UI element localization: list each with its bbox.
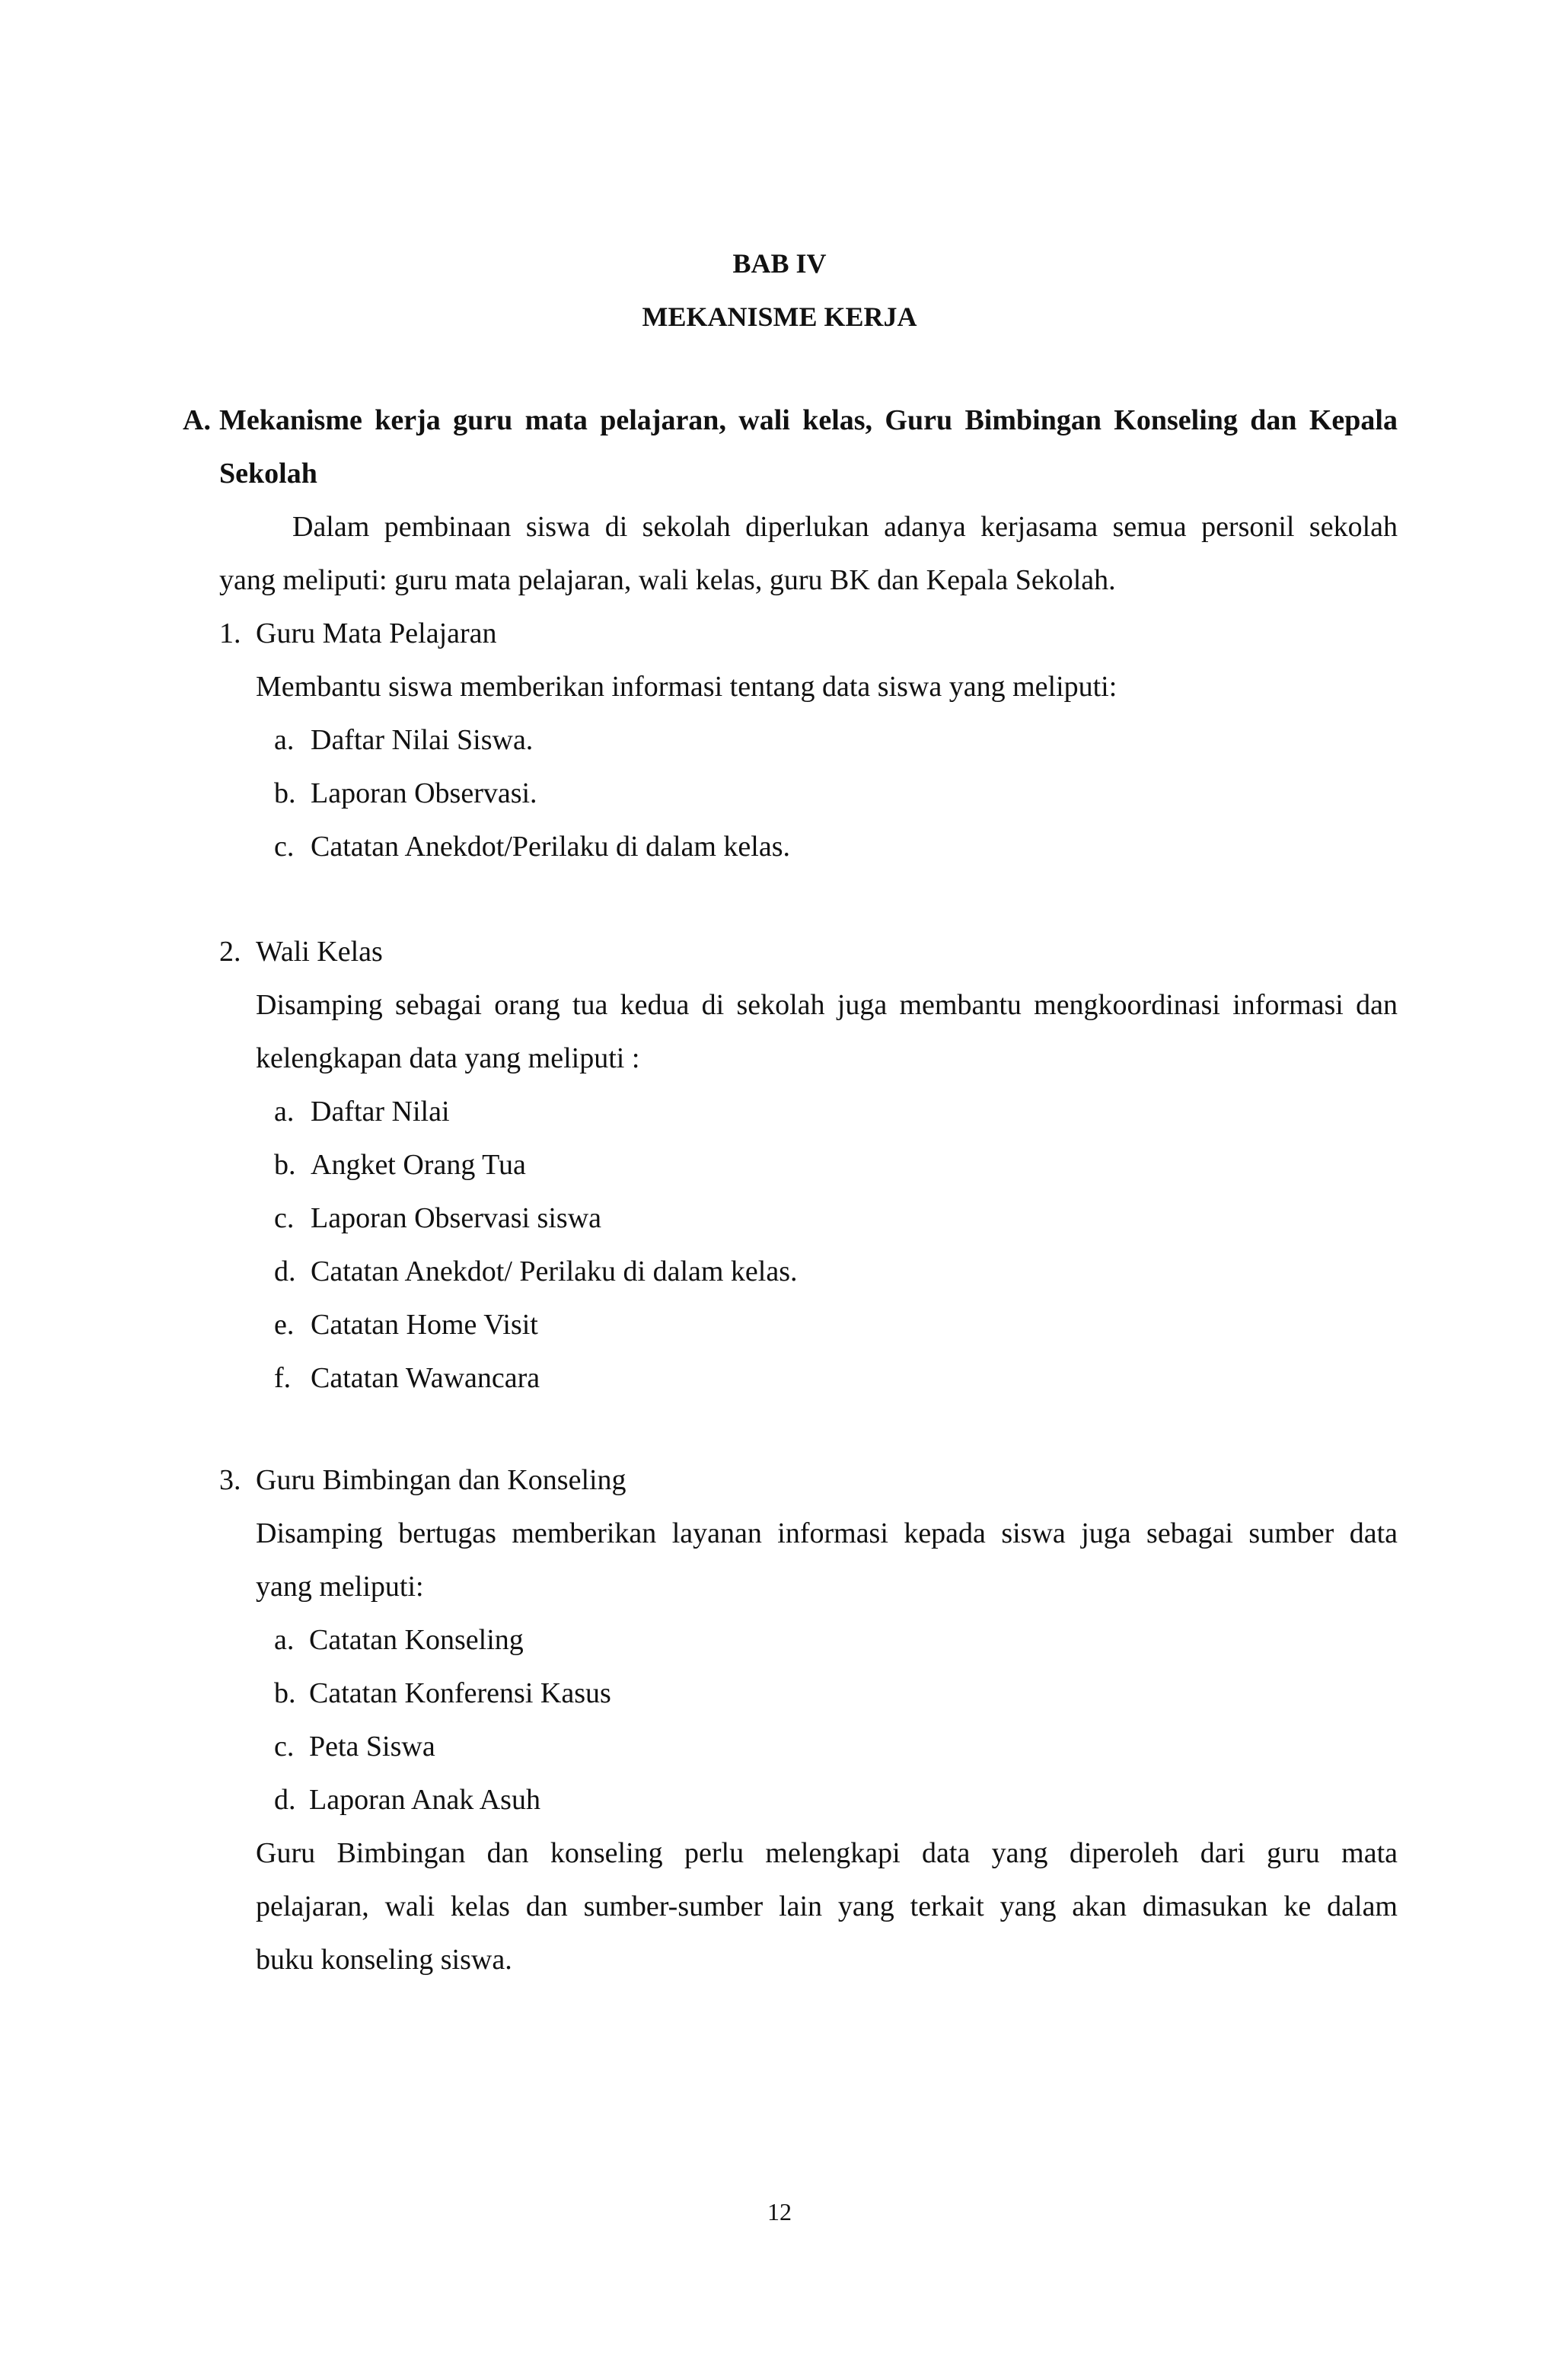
page-number: 12 xyxy=(767,2198,792,2225)
subitem-text: Peta Siswa xyxy=(309,1731,435,1763)
item-number: 3. xyxy=(219,1464,241,1496)
subitem-text: Catatan Anekdot/Perilaku di dalam kelas. xyxy=(311,831,791,863)
subitem-text: Angket Orang Tua xyxy=(311,1149,526,1181)
subitem-letter: a. xyxy=(274,1624,295,1656)
intro-line-1: Dalam pembinaan siswa di sekolah diperlukan adanya kerjasama semua personil sekolah xyxy=(292,511,1398,543)
item-number: 2. xyxy=(219,936,241,968)
subitem-text: Catatan Wawancara xyxy=(311,1362,540,1394)
subitem-text: Catatan Home Visit xyxy=(311,1309,538,1341)
item-title: Guru Bimbingan dan Konseling xyxy=(256,1464,626,1496)
item-title: Wali Kelas xyxy=(256,936,383,968)
subitem-letter: f. xyxy=(274,1362,292,1394)
section-title-line-1: Mekanisme kerja guru mata pelajaran, wali kelas, Guru Bimbingan Konseling dan Kepala xyxy=(219,404,1398,436)
subitem-letter: c. xyxy=(274,1202,295,1234)
chapter-label: BAB IV xyxy=(732,248,827,279)
subitem-letter: b. xyxy=(274,1149,296,1181)
closing-paragraph-line: pelajaran, wali kelas dan sumber-sumber lain yang terkait yang akan dimasukan ke dalam xyxy=(256,1890,1398,1922)
subitem-letter: d. xyxy=(274,1784,296,1816)
closing-paragraph-line: buku konseling siswa. xyxy=(256,1944,512,1976)
subitem-letter: e. xyxy=(274,1309,295,1341)
subitem-text: Daftar Nilai xyxy=(311,1096,450,1128)
subitem-letter: c. xyxy=(274,831,295,863)
subitem-text: Daftar Nilai Siswa. xyxy=(311,724,534,756)
subitem-text: Laporan Anak Asuh xyxy=(309,1784,540,1816)
subitem-letter: d. xyxy=(274,1255,296,1287)
item-description-line: yang meliputi: xyxy=(256,1571,424,1603)
subitem-text: Catatan Anekdot/ Perilaku di dalam kelas. xyxy=(311,1255,798,1287)
item-description-line: Membantu siswa memberikan informasi tentang data siswa yang meliputi: xyxy=(256,671,1117,703)
subitem-letter: a. xyxy=(274,724,295,756)
subitem-text: Catatan Konseling xyxy=(309,1624,524,1656)
subitem-text: Laporan Observasi. xyxy=(311,777,537,809)
subitem-letter: b. xyxy=(274,1677,296,1709)
subitem-letter: c. xyxy=(274,1731,295,1763)
item-number: 1. xyxy=(219,617,241,649)
item-title: Guru Mata Pelajaran xyxy=(256,617,497,649)
chapter-title: MEKANISME KERJA xyxy=(642,301,917,332)
closing-paragraph-line: Guru Bimbingan dan konseling perlu melengkapi data yang diperoleh dari guru mata xyxy=(256,1837,1398,1869)
item-description-line: kelengkapan data yang meliputi : xyxy=(256,1042,640,1074)
section-marker: A. xyxy=(183,404,211,436)
item-description-line: Disamping sebagai orang tua kedua di sekolah juga membantu mengkoordinasi informasi dan xyxy=(256,989,1398,1021)
intro-line-2: yang meliputi: guru mata pelajaran, wali kelas, guru BK dan Kepala Sekolah. xyxy=(219,564,1116,596)
subitem-text: Catatan Konferensi Kasus xyxy=(309,1677,611,1709)
section-title-line-2: Sekolah xyxy=(219,458,317,490)
subitem-letter: a. xyxy=(274,1096,295,1128)
subitem-text: Laporan Observasi siswa xyxy=(311,1202,602,1234)
item-description-line: Disamping bertugas memberikan layanan informasi kepada siswa juga sebagai sumber data xyxy=(256,1517,1398,1549)
subitem-letter: b. xyxy=(274,777,296,809)
